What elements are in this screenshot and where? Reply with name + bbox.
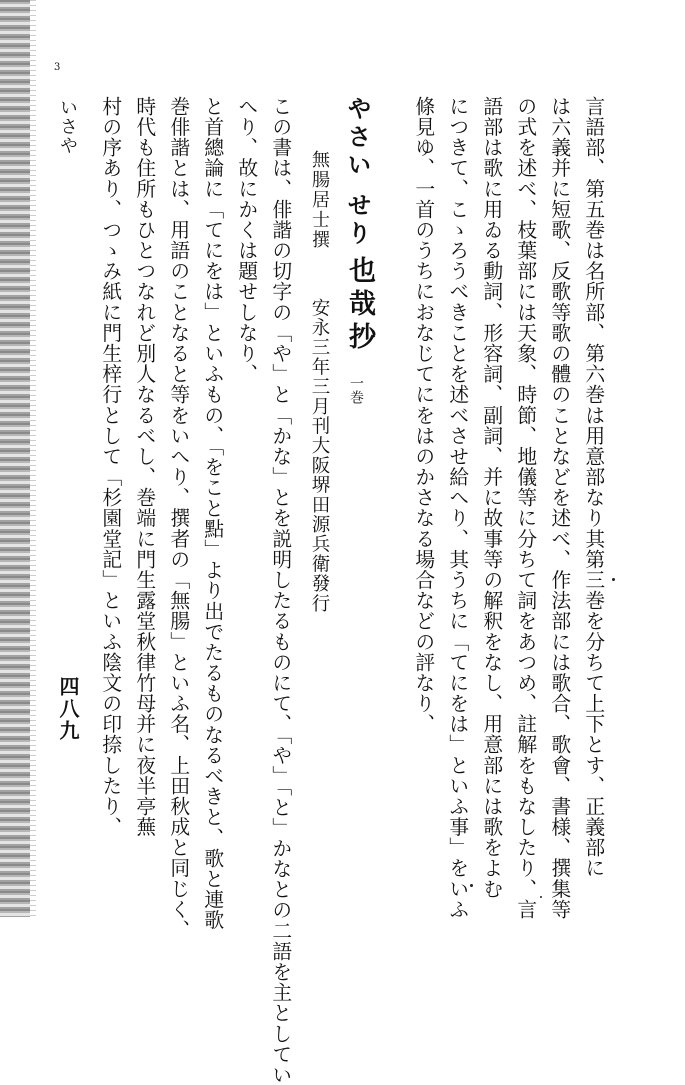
folio-mark: 3: [54, 62, 61, 73]
entry-title: やさい せり: [343, 96, 372, 249]
text-column: 巻俳諧とは、用語のことなると等をいへり、撰者の「無腸」といふ名、上田秋成と同じく、: [166, 96, 190, 941]
print-speck: [612, 578, 615, 581]
text-column: へり、故にかくは題せしなり、: [234, 96, 258, 385]
text-column: は六義并に短歌、反歌等歌の體のことなどを述べ、作法部には歌合、歌會、書様、撰集等: [547, 96, 571, 920]
text-column: 言語部、第五巻は名所部、第六巻は用意部なり其第三巻を分ちて上下とす、正義部に: [581, 96, 605, 879]
text-column: 語部は歌に用ゐる動詞、形容詞、副詞、并に故事等の解釈をなし、用意部には歌をよむ: [479, 96, 503, 900]
text-column: この書は、俳諧の切字の「や」と「かな」とを説明したるものにて、「や」「と」かなとの二語を主としてい: [268, 96, 292, 1085]
page-gutter-shadow: [0, 0, 30, 917]
publication-info: 安永三年三月刊大阪堺田源兵衛發行: [309, 298, 330, 614]
print-speck: [540, 896, 542, 898]
text-column: と首總論に「てにをは」といふもの、「をこと點」より出でたるものなるべきと、歌と連歌: [200, 96, 224, 931]
print-speck: [470, 884, 473, 887]
text-column: につきて、こゝろうべきことを述べさせ給へり、其うちに「てにをは」といふ事」をいふ: [445, 96, 469, 920]
text-column: 條見ゆ、一首のうちにおなじてにをはのかさなる場合などの評なり、: [411, 96, 435, 735]
volume-count: 一巻: [348, 376, 364, 404]
page-edge: [30, 0, 36, 917]
running-head: いさや: [57, 98, 78, 155]
entry-author: 無腸居士撰: [309, 150, 330, 250]
page-number: 四八九: [56, 676, 80, 742]
text-column: 時代も住所もひとつなれど別人なるべし、巻端に門生露堂秋律竹母并に夜半亭蕪: [132, 96, 156, 838]
text-column: 村の序あり、つゝみ紙に門生梓行として「杉園堂記」といふ陰文の印捺したり、: [98, 96, 122, 838]
text-column: の式を述べ、枝葉部には天象、時節、地儀等に分ちて詞をあつめ、註解をもなしたり、言: [513, 96, 537, 920]
book-title: 也哉抄: [344, 256, 375, 355]
